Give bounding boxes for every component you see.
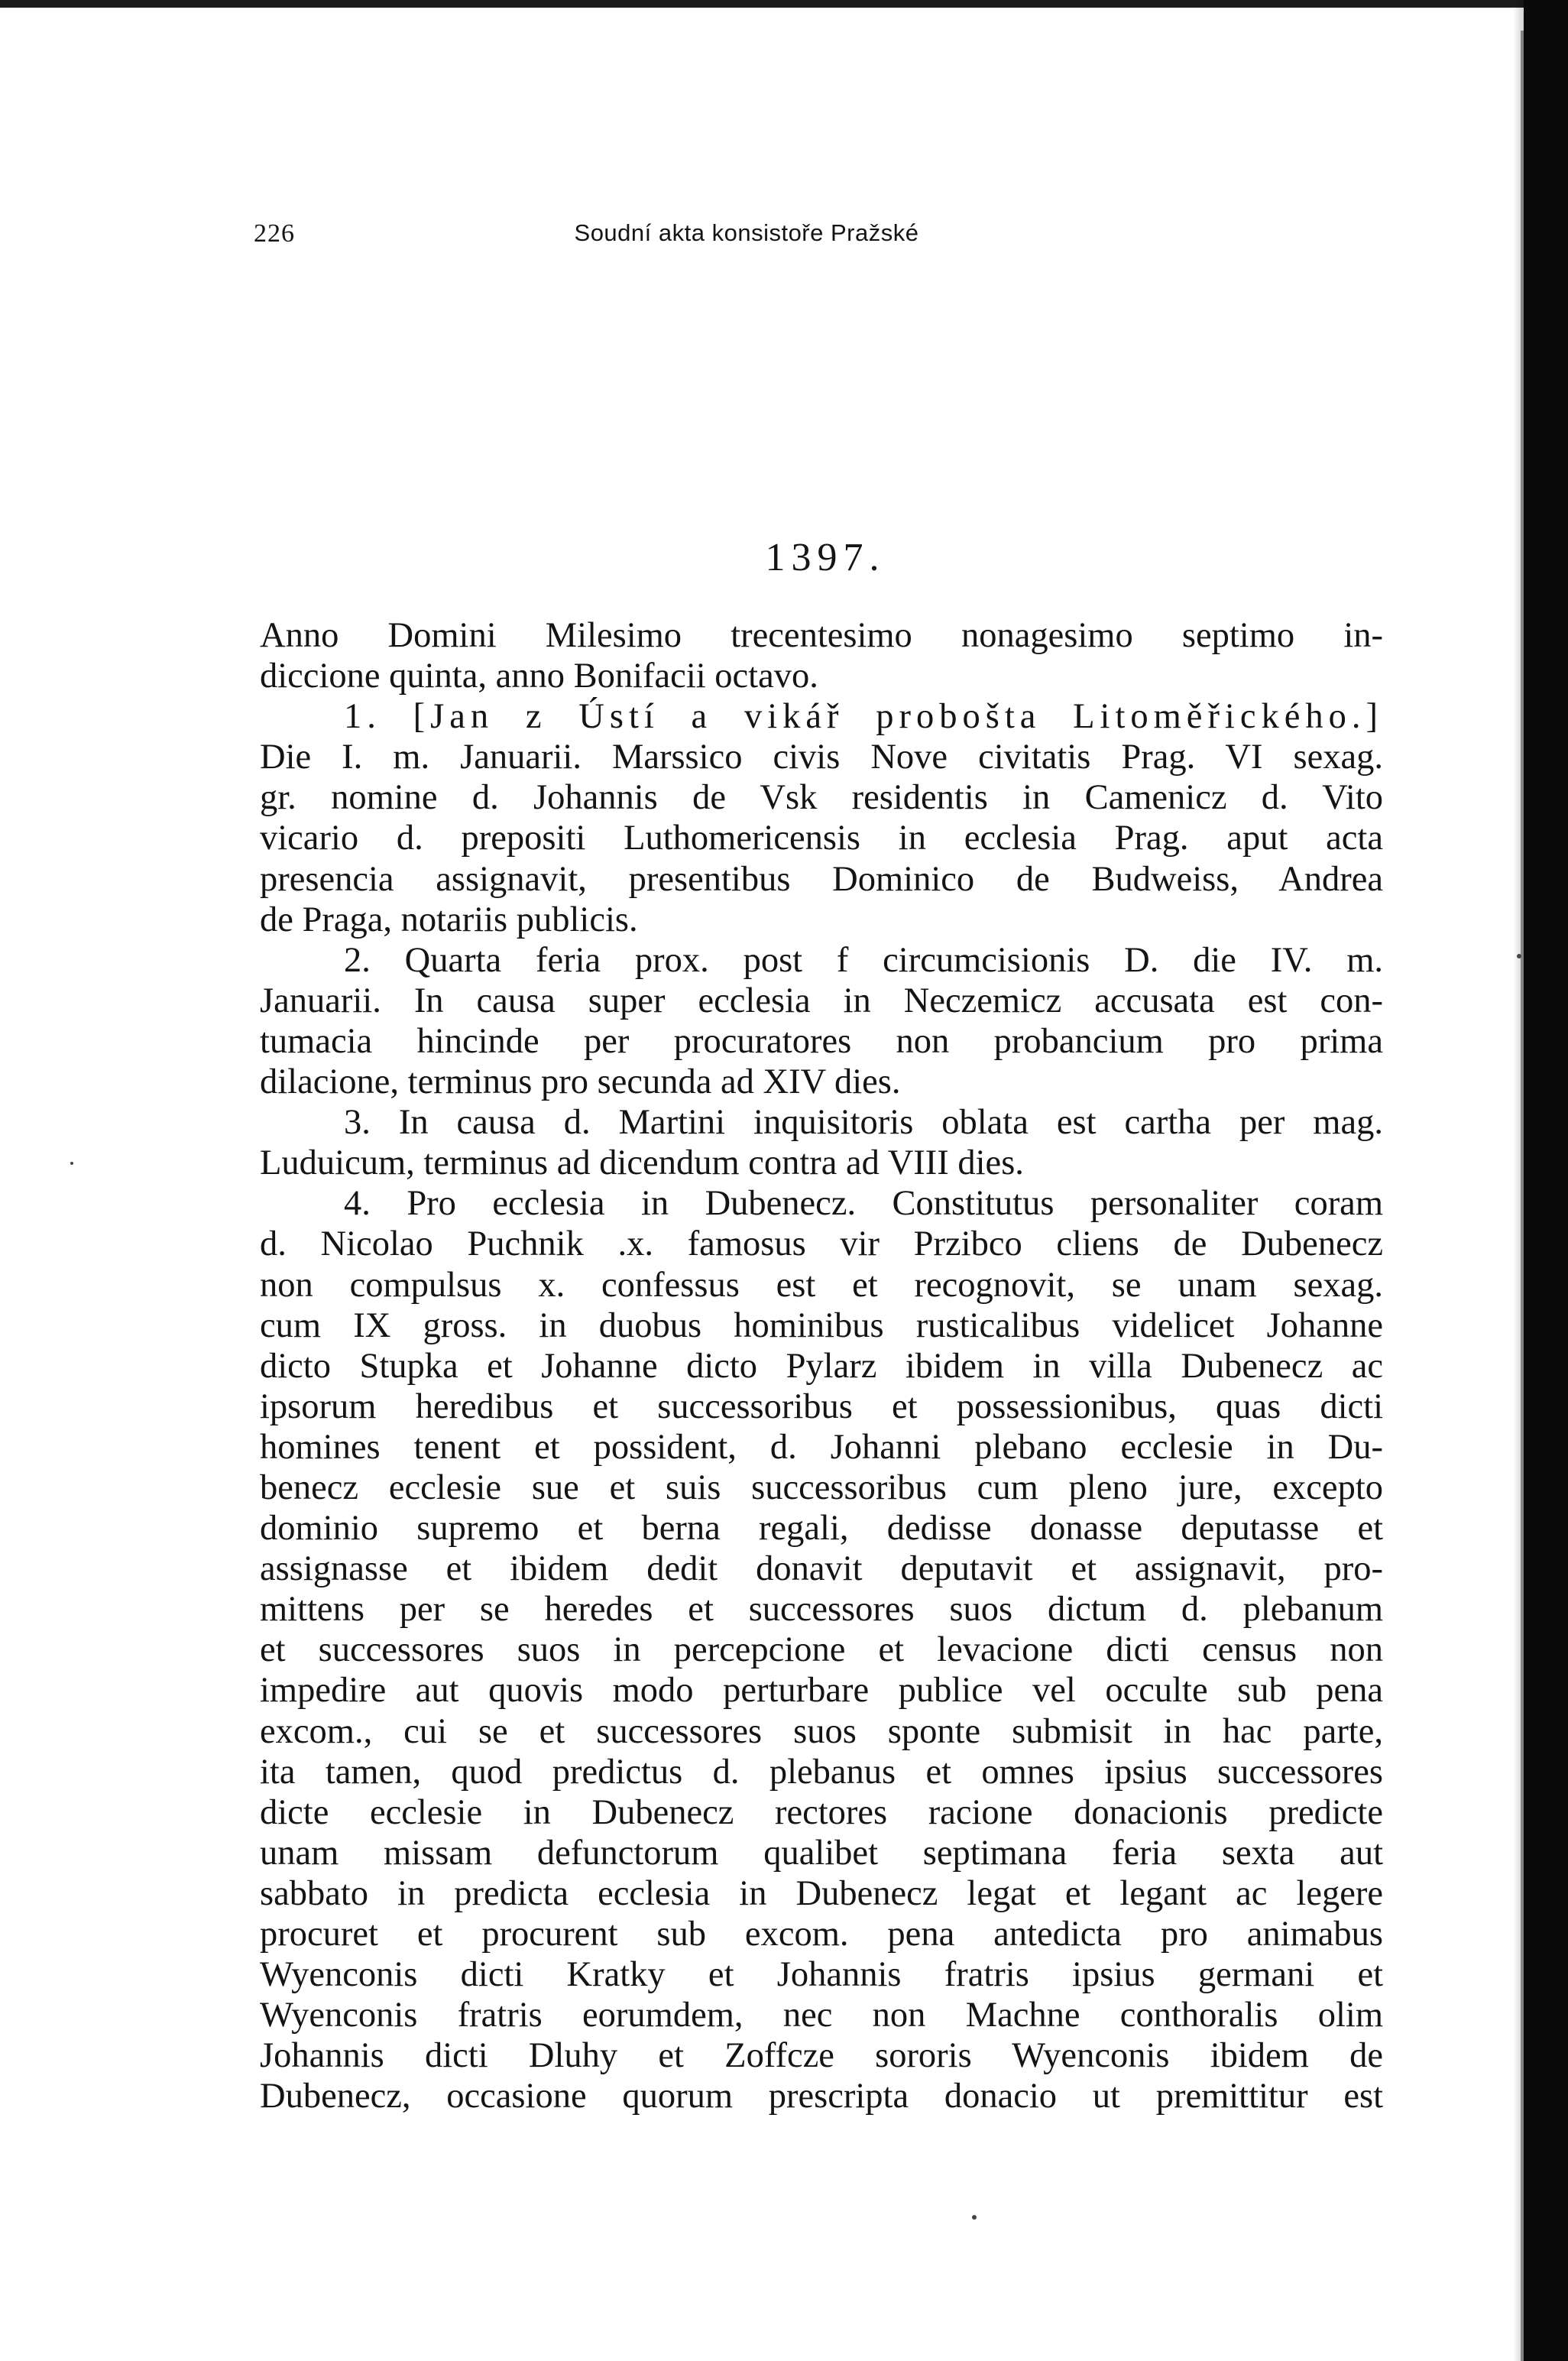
- text-line: Anno Domini Milesimo trecentesimo nonagesimo septimo in-: [260, 616, 1383, 655]
- running-head: [254, 219, 1392, 258]
- text-line: Luduicum, terminus ad dicendum contra ad VIII dies.: [260, 1143, 1024, 1183]
- scan-speck: [972, 2215, 977, 2220]
- text-line: diccione quinta, anno Bonifacii octavo.: [260, 657, 818, 696]
- text-line: Januarii. In causa super ecclesia in Neczemicz accusata est con-: [260, 981, 1383, 1020]
- text-line: Wyenconis fratris eorumdem, nec non Machne conthoralis olim: [260, 1996, 1383, 2035]
- text-line: gr. nomine d. Johannis de Vsk residentis in Camenicz d. Vito: [260, 778, 1383, 818]
- year-heading: 1397.: [765, 536, 886, 579]
- text-line: ita tamen, quod predictus d. plebanus et omnes ipsius successores: [260, 1752, 1383, 1792]
- text-line: vicario d. prepositi Luthomericensis in ecclesia Prag. aput acta: [260, 819, 1383, 858]
- text-line-entry-2: 2. Quarta feria prox. post f circumcisionis D. die IV. m.: [344, 940, 1383, 980]
- text-line: benecz ecclesie sue et suis successoribus cum pleno jure, excepto: [260, 1468, 1383, 1507]
- text-line: presencia assignavit, presentibus Dominico de Budweiss, Andrea: [260, 859, 1383, 899]
- text-line: Die I. m. Januarii. Marssico civis Nove civitatis Prag. VI sexag.: [260, 738, 1383, 777]
- text-line: de Praga, notariis publicis.: [260, 900, 638, 939]
- text-line: sabbato in predicta ecclesia in Dubenecz legat et legant ac legere: [260, 1873, 1383, 1913]
- scan-top-border: [0, 0, 1568, 8]
- text-line: dicte ecclesie in Dubenecz rectores racione donacionis predicte: [260, 1792, 1383, 1832]
- text-line: dicto Stupka et Johanne dicto Pylarz ibidem in villa Dubenecz ac: [260, 1346, 1383, 1386]
- text-line: ipsorum heredibus et successoribus et possessionibus, quas dicti: [260, 1386, 1383, 1426]
- scan-speck: [1517, 954, 1521, 958]
- body-text: [260, 615, 1383, 2116]
- text-line: unam missam defunctorum qualibet septimana feria sexta aut: [260, 1833, 1383, 1873]
- text-line: homines tenent et possident, d. Johanni plebano ecclesie in Du-: [260, 1427, 1383, 1467]
- text-line: cum IX gross. in duobus hominibus rusticalibus videlicet Johanne: [260, 1305, 1383, 1345]
- text-line: Johannis dicti Dluhy et Zoffcze sororis Wyenconis ibidem de: [260, 2036, 1383, 2076]
- running-title: Soudní akta konsistoře Pražské: [574, 219, 919, 246]
- scan-speck: [70, 1162, 73, 1165]
- text-line-entry-3: 3. In causa d. Martini inquisitoris oblata est cartha per mag.: [344, 1103, 1383, 1143]
- text-line: mittens per se heredes et successores suos dictum d. plebanum: [260, 1590, 1383, 1630]
- text-line-entry-1-heading: 1. [Jan z Ústí a vikář probošta Litoměřického.]: [344, 697, 1383, 737]
- text-line: procuret et procurent sub excom. pena antedicta pro animabus: [260, 1915, 1383, 1954]
- text-line: assignasse et ibidem dedit donavit deputavit et assignavit, pro-: [260, 1549, 1383, 1589]
- text-line: dominio supremo et berna regali, dedisse donasse deputasse et: [260, 1509, 1383, 1549]
- page-number: 226: [254, 219, 295, 248]
- text-line: dilacione, terminus pro secunda ad XIV dies.: [260, 1062, 901, 1102]
- text-line: d. Nicolao Puchnik .x. famosus vir Przibco cliens de Dubenecz: [260, 1224, 1383, 1264]
- text-line: non compulsus x. confessus est et recognovit, se unam sexag.: [260, 1265, 1383, 1305]
- text-line: tumacia hincinde per procuratores non probancium pro prima: [260, 1021, 1383, 1061]
- text-line: et successores suos in percepcione et levacione dicti census non: [260, 1630, 1383, 1670]
- text-line-entry-4: 4. Pro ecclesia in Dubenecz. Constitutus personaliter coram: [344, 1184, 1383, 1224]
- text-line: Wyenconis dicti Kratky et Johannis fratris ipsius germani et: [260, 1955, 1383, 1995]
- text-line: impedire aut quovis modo perturbare publice vel occulte sub pena: [260, 1671, 1383, 1711]
- text-line: excom., cui se et successores suos sponte submisit in hac parte,: [260, 1711, 1383, 1751]
- text-line: Dubenecz, occasione quorum prescripta donacio ut premittitur est: [260, 2077, 1383, 2116]
- scan-page-shadow: [1513, 0, 1524, 2361]
- scan-right-border: [1524, 0, 1568, 2361]
